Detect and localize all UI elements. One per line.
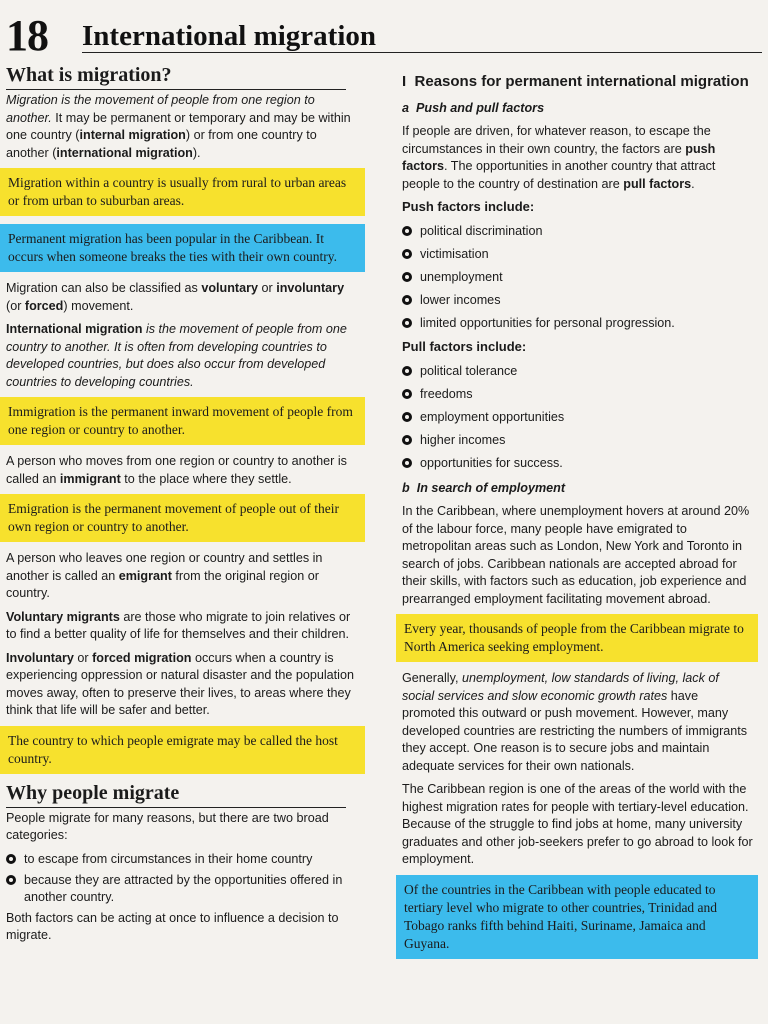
imm-text-c: to the place where they settle. xyxy=(120,471,292,486)
bullet-icon xyxy=(402,272,412,282)
def-text-b: It may be permanent or temporary and may be within one country ( xyxy=(6,110,351,142)
term-immigrant: immigrant xyxy=(59,471,121,486)
imm-text-a: A person who moves from one region or country to another is called an xyxy=(6,454,347,486)
term-voluntary-migrants: Voluntary migrants xyxy=(6,609,120,624)
list-item xyxy=(402,429,758,452)
subsection-employment xyxy=(402,481,758,495)
international-migration-paragraph xyxy=(0,321,365,391)
vol-text-a: Migration can also be classified as xyxy=(6,281,202,295)
chapter-title: International migration xyxy=(82,20,377,52)
why-item-text: to escape from circumstances in their home country xyxy=(24,851,313,866)
list-item xyxy=(402,383,758,406)
employment-paragraph: In the Caribbean, where unemployment hovers at around 20% of the labour force, many people have emigrated to metropolitan areas such as London, New York and Toronto in search of jobs. Caribbean nationals are accepted abroad for their skills, with factors such as education, job experience and prearranged employment facilitating movement abroad. xyxy=(402,504,750,606)
why-list xyxy=(0,851,365,906)
list-item xyxy=(402,452,758,475)
gen-text-a: Generally, xyxy=(402,671,462,685)
list-item xyxy=(6,872,365,906)
involuntary-paragraph xyxy=(0,650,365,720)
pull-item-text: political tolerance xyxy=(420,364,518,378)
left-column xyxy=(0,64,365,951)
pull-item-text: employment opportunities xyxy=(420,410,565,424)
subsection-push-pull xyxy=(402,101,758,115)
term-voluntary: voluntary xyxy=(201,281,258,295)
immigrant-paragraph xyxy=(0,453,365,488)
push-factors-heading: Push factors include: xyxy=(402,199,535,214)
chapter-header xyxy=(6,8,762,60)
push-factors-list xyxy=(396,220,758,335)
gen-text-c: have promoted this outward or push movement. However, many developed countries are restricting the numbers of immigrants they accept. One reason is to secure jobs and maintain adequate services for their own nationals. xyxy=(402,688,748,773)
subsection-letter: a xyxy=(402,101,410,115)
section-number: I xyxy=(402,73,407,90)
voluntary-paragraph xyxy=(0,280,365,315)
caribbean-paragraph: The Caribbean region is one of the areas of the world with the highest migration rates for people with tertiary-level education. Because of the struggle to find jobs at home, many university graduates and other job-seekers prefer to go abroad to look for employment. xyxy=(402,782,753,866)
highlight-trinidad-ranking: Of the countries in the Caribbean with people educated to tertiary level who migrate to other countries, Trinidad and Tobago ranks fifth behind Haiti, Suriname, Jamaica and Guyana. xyxy=(396,875,758,959)
term-international-migration-2: International migration xyxy=(6,322,143,336)
why-conclusion: Both factors can be acting at once to influence a decision to migrate. xyxy=(6,910,339,942)
push-item-text: political discrimination xyxy=(420,224,543,238)
bullet-icon xyxy=(402,318,412,328)
pp-text-a: If people are driven, for whatever reason, to escape the circumstances in their own country, the factors are xyxy=(402,124,711,156)
highlight-host-country: The country to which people emigrate may be called the host country. xyxy=(0,726,365,774)
section-title-reasons xyxy=(402,72,758,91)
highlight-permanent-migration: Permanent migration has been popular in the Caribbean. It occurs when someone breaks the ties with their own country. xyxy=(0,224,365,272)
highlight-north-america: Every year, thousands of people from the Caribbean migrate to North America seeking employment. xyxy=(396,614,758,662)
intl-text-b: is the movement of people from one country to another. It is often from developing countries to developed countries, but does also occur from developed countries to developing countries. xyxy=(6,322,347,389)
highlight-immigration: Immigration is the permanent inward movement of people from one region or country to another. xyxy=(0,397,365,445)
invol-text-b: or xyxy=(73,650,93,665)
bullet-icon xyxy=(6,854,16,864)
bullet-icon xyxy=(402,366,412,376)
term-pull-factors: pull factors xyxy=(623,176,692,191)
pull-factors-heading: Pull factors include: xyxy=(402,339,527,354)
right-column xyxy=(396,64,758,967)
subsection-letter: b xyxy=(402,481,410,495)
term-push-factors: push factors xyxy=(402,141,716,173)
gen-text-b: unemployment, low standards of living, lack of social services and slow economic growth rates xyxy=(402,671,719,703)
list-item xyxy=(402,220,758,243)
section-title-text: Reasons for permanent international migration xyxy=(414,73,749,90)
vol-text-g: ) movement. xyxy=(63,298,134,313)
pull-item-text: higher incomes xyxy=(420,433,506,447)
def-text-f: ). xyxy=(192,145,201,160)
push-item-text: lower incomes xyxy=(420,293,501,307)
emi-text-a: A person who leaves one region or country and settles in another is called an xyxy=(6,551,323,583)
term-emigrant: emigrant xyxy=(118,568,172,583)
bullet-icon xyxy=(402,389,412,399)
pull-item-text: freedoms xyxy=(420,387,473,401)
bullet-icon xyxy=(6,875,16,885)
emigrant-paragraph xyxy=(0,550,365,603)
pull-item-text: opportunities for success. xyxy=(420,456,563,470)
chapter-number: 18 xyxy=(6,11,48,60)
term-forced-migration: forced migration xyxy=(92,650,192,665)
bullet-icon xyxy=(402,249,412,259)
vol-text-e: (or xyxy=(6,298,25,313)
list-item xyxy=(6,851,365,868)
push-item-text: limited opportunities for personal progression. xyxy=(420,316,675,330)
voluntary-migrants-paragraph xyxy=(0,609,365,644)
list-item xyxy=(402,266,758,289)
section-title-what-is-migration: What is migration? xyxy=(6,64,346,90)
push-pull-paragraph xyxy=(396,123,758,193)
emi-text-c: from the original region or country. xyxy=(6,568,319,600)
pp-text-e: . xyxy=(691,176,695,191)
generally-paragraph xyxy=(396,670,758,775)
volm-text-b: are those who migrate to join relatives or to find a better quality of life for themselves and their children. xyxy=(6,609,351,641)
invol-text-d: occurs when a country is experiencing oppression or natural disaster and the population moves away, often to preserve their lives, to areas where they think that life will be safer and better. xyxy=(6,650,354,717)
term-forced: forced xyxy=(24,298,64,313)
definition-paragraph xyxy=(0,92,365,162)
list-item xyxy=(402,360,758,383)
why-item-text: because they are attracted by the opportunities offered in another country. xyxy=(24,872,343,904)
highlight-internal-migration: Migration within a country is usually from rural to urban areas or from urban to suburban areas. xyxy=(0,168,365,216)
pull-factors-list xyxy=(396,360,758,475)
push-item-text: unemployment xyxy=(420,270,503,284)
subsection-title: Push and pull factors xyxy=(416,101,545,115)
section-title-why-people-migrate: Why people migrate xyxy=(6,782,346,808)
def-text-d: ) or from one country to another ( xyxy=(6,128,317,160)
vol-text-c: or xyxy=(258,281,277,295)
term-internal-migration: internal migration xyxy=(79,128,186,142)
list-item xyxy=(402,243,758,266)
list-item xyxy=(402,312,758,335)
bullet-icon xyxy=(402,412,412,422)
bullet-icon xyxy=(402,226,412,236)
bullet-icon xyxy=(402,435,412,445)
push-item-text: victimisation xyxy=(420,247,489,261)
bullet-icon xyxy=(402,295,412,305)
term-involuntary: involuntary xyxy=(276,281,345,295)
pp-text-c: . The opportunities in another country that attract people to the country of destination are xyxy=(402,159,716,191)
term-international-migration: international migration xyxy=(56,145,193,160)
list-item xyxy=(402,289,758,312)
bullet-icon xyxy=(402,458,412,468)
why-intro: People migrate for many reasons, but there are two broad categories: xyxy=(6,810,329,842)
chapter-rule xyxy=(82,52,762,53)
highlight-emigration: Emigration is the permanent movement of people out of their own region or country to another. xyxy=(0,494,365,542)
list-item xyxy=(402,406,758,429)
def-text-a: Migration is the movement of people from one region to another. xyxy=(6,93,315,125)
term-involuntary-2: Involuntary xyxy=(6,650,74,665)
subsection-title: In search of employment xyxy=(416,481,566,495)
